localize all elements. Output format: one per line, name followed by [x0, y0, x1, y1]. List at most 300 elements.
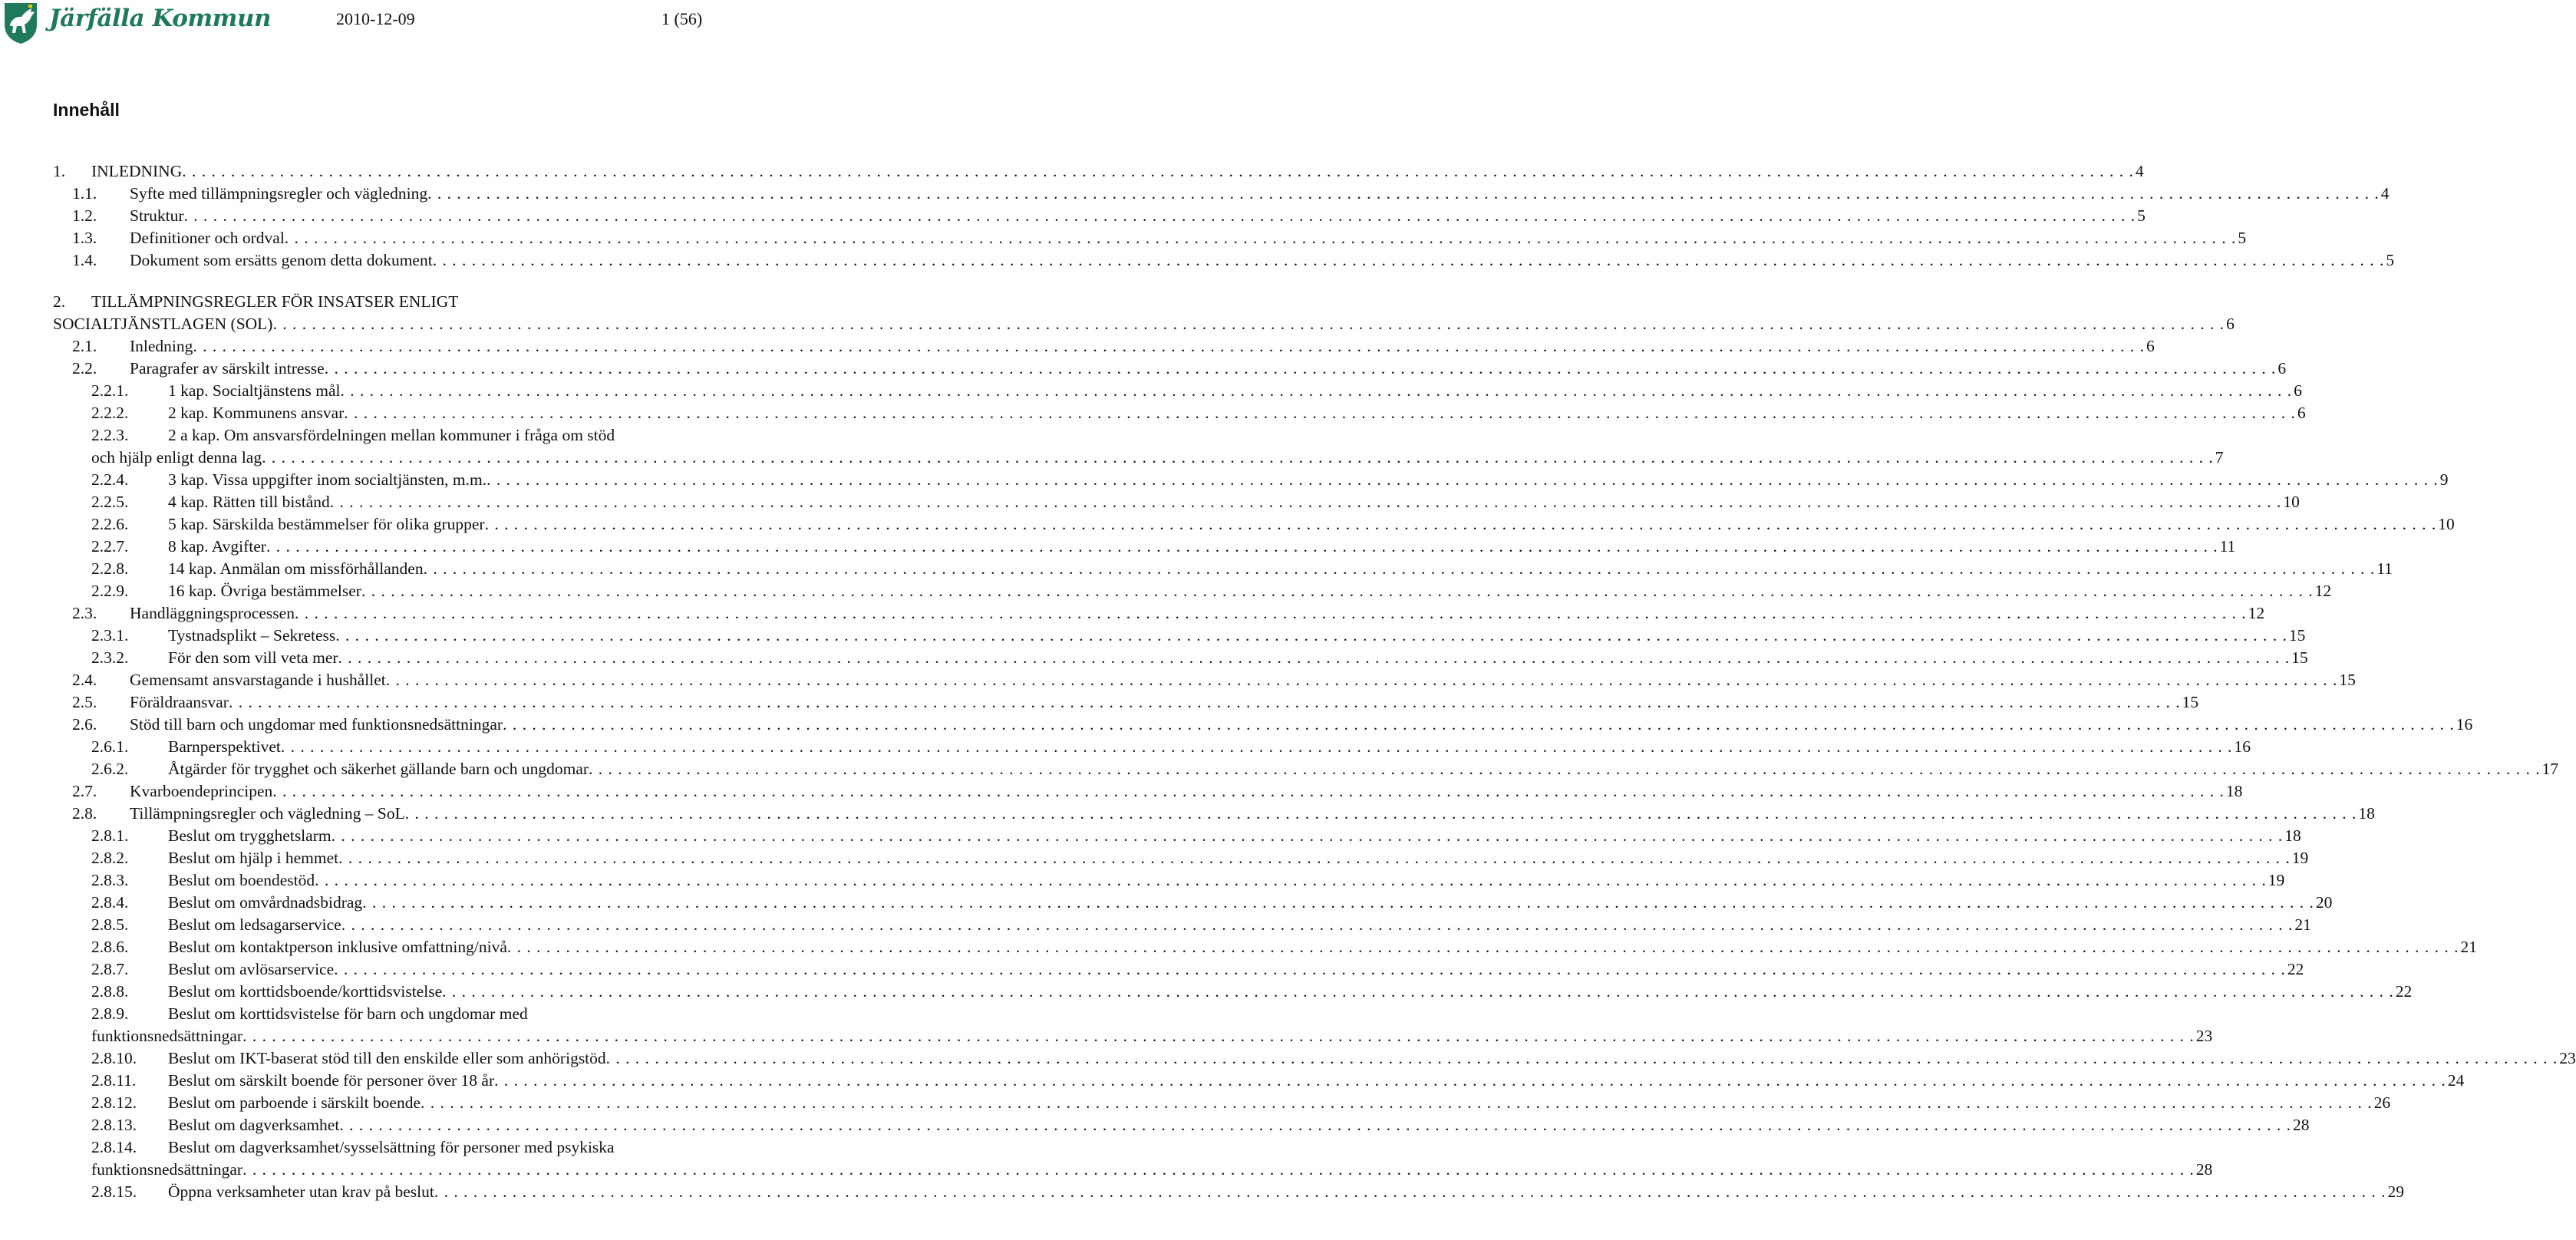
toc-entry-title: Kvarboendeprincipen: [130, 782, 273, 800]
toc-entry-leader-line: [168, 936, 2478, 958]
toc-entry-line: [0, 958, 2304, 981]
toc-entry-line: [0, 892, 2333, 914]
toc-entry-page: 10: [2283, 493, 2300, 511]
toc-entry-title: Definitioner och ordval: [130, 229, 285, 247]
toc-entry-title: 2 a kap. Om ansvarsfördelningen mellan kommuner i fråga om stöd: [168, 426, 615, 444]
toc-entry-number: 2.2.: [72, 359, 97, 378]
toc-entry-title: 1 kap. Socialtjänstens mål: [168, 381, 341, 400]
toc-entry: [0, 736, 2251, 758]
toc-entry: [0, 1136, 2213, 1181]
toc-entry-line: [0, 1136, 737, 1159]
toc-dot-leader: . . . . . . . . . . . . . . . . . . . . . . . . . . . . . . . . . . . . . . . . . . . . . . . . . . . . . . . . . . . . . . . . . . . . . . . . . . . . . . . . . . . . . . . . . . . . . . . . . . . . . . . . . . . . . . . . . . . . . . . . . . . . . . . . . . . . . . . . . . . . . . . . . . . . . . . . . . . . . . . . . . . . . . . . . . . . . . . . . . . . . . . . . . . . . . . . . . . . . . . .: [494, 1071, 2446, 1090]
toc-entry: [0, 1092, 2391, 1114]
toc-entry-leader-line: [168, 402, 2306, 424]
toc-entry-number: 2.8.9.: [91, 1004, 129, 1023]
toc-entry-line: [0, 1070, 2465, 1092]
toc-dot-leader: . . . . . . . . . . . . . . . . . . . . . . . . . . . . . . . . . . . . . . . . . . . . . . . . . . . . . . . . . . . . . . . . . . . . . . . . . . . . . . . . . . . . . . . . . . . . . . . . . . . . . . . . . . . . . . . . . . . . . . . . . . . . . . . . . . . . . . . . . . . . . . . . . . . . . . . . . . . . . . . . . . . . . . . . . . . . . . . . . . . . . . . . . . . . . . . . . . . . . . . .: [362, 893, 2314, 912]
toc-entry-number: 2.5.: [72, 693, 97, 711]
toc-entry-title: Beslut om trygghetslarm: [168, 826, 331, 845]
toc-entry: [0, 249, 2395, 272]
toc-entry-number: 2.3.2.: [91, 648, 129, 667]
toc-entry-line: [0, 625, 2306, 647]
toc-entry-title: Beslut om ledsagarservice: [168, 915, 341, 934]
toc-entry-leader-line: [168, 1114, 2310, 1136]
toc-entry-page: 28: [2292, 1116, 2310, 1134]
toc-entry-title: Tillämpningsregler och vägledning – SoL: [130, 804, 405, 823]
toc-entry-number: 2.8.8.: [91, 982, 129, 1001]
toc-entry-line: [0, 1114, 2310, 1136]
toc-entry-line: [0, 160, 2144, 183]
toc-entry-title: Stöd till barn och ungdomar med funktionsnedsättningar: [130, 715, 503, 734]
toc-entry-title: Inledning: [130, 337, 193, 355]
toc-entry-leader-line: [168, 758, 2559, 780]
toc-dot-leader: . . . . . . . . . . . . . . . . . . . . . . . . . . . . . . . . . . . . . . . . . . . . . . . . . . . . . . . . . . . . . . . . . . . . . . . . . . . . . . . . . . . . . . . . . . . . . . . . . . . . . . . . . . . . . . . . . . . . . . . . . . . . . . . . . . . . . . . . . . . . . . . . . . . . . . . . . . . . . . . . . . . . . . . . . . . . . . . . . . . . . . . . . . . . . . . . . . . . . . . .: [262, 448, 2214, 467]
toc-dot-leader: . . . . . . . . . . . . . . . . . . . . . . . . . . . . . . . . . . . . . . . . . . . . . . . . . . . . . . . . . . . . . . . . . . . . . . . . . . . . . . . . . . . . . . . . . . . . . . . . . . . . . . . . . . . . . . . . . . . . . . . . . . . . . . . . . . . . . . . . . . . . . . . . . . . . . . . . . . . . . . . . . . . . . . . . . . . . . . . . . . . . . . . . . . . . . . . . . . . . . . . .: [335, 626, 2287, 645]
toc-dot-leader: . . . . . . . . . . . . . . . . . . . . . . . . . . . . . . . . . . . . . . . . . . . . . . . . . . . . . . . . . . . . . . . . . . . . . . . . . . . . . . . . . . . . . . . . . . . . . . . . . . . . . . . . . . . . . . . . . . . . . . . . . . . . . . . . . . . . . . . . . . . . . . . . . . . . . . . . . . . . . . . . . . . . . . . . . . . . . . . . . . . . . . . . . . . . . . . . . . . . . . . .: [432, 251, 2385, 269]
toc-dot-leader: . . . . . . . . . . . . . . . . . . . . . . . . . . . . . . . . . . . . . . . . . . . . . . . . . . . . . . . . . . . . . . . . . . . . . . . . . . . . . . . . . . . . . . . . . . . . . . . . . . . . . . . . . . . . . . . . . . . . . . . . . . . . . . . . . . . . . . . . . . . . . . . . . . . . . . . . . . . . . . . . . . . . . . . . . . . . . . . . . . . . . . . . . . . . . . . . . . . . . . . .: [589, 760, 2541, 778]
toc-entry-leader-line: [168, 847, 2309, 869]
toc-entry: [0, 869, 2285, 892]
toc-entry-title: Beslut om IKT-baserat stöd till den enskilde eller som anhörigstöd: [168, 1049, 606, 1067]
toc-entry: [0, 758, 2559, 780]
toc-entry: [0, 691, 2199, 714]
toc-entry-number: 2.8.3.: [91, 871, 129, 889]
toc-dot-leader: . . . . . . . . . . . . . . . . . . . . . . . . . . . . . . . . . . . . . . . . . . . . . . . . . . . . . . . . . . . . . . . . . . . . . . . . . . . . . . . . . . . . . . . . . . . . . . . . . . . . . . . . . . . . . . . . . . . . . . . . . . . . . . . . . . . . . . . . . . . . . . . . . . . . . . . . . . . . . . . . . . . . . . . . . . . . . . . . . . . . . . . . . . . . . . . . . . . . . . . .: [484, 515, 2437, 533]
toc-entry-line: [0, 536, 2236, 558]
toc-dot-leader: . . . . . . . . . . . . . . . . . . . . . . . . . . . . . . . . . . . . . . . . . . . . . . . . . . . . . . . . . . . . . . . . . . . . . . . . . . . . . . . . . . . . . . . . . . . . . . . . . . . . . . . . . . . . . . . . . . . . . . . . . . . . . . . . . . . . . . . . . . . . . . . . . . . . . . . . . . . . . . . . . . . . . . . . . . . . . . . . . . . . . . . . . . . . . . . . . . . . . . . .: [228, 693, 2181, 711]
toc-entry-page: 26: [2373, 1093, 2391, 1112]
toc-entry: [0, 291, 2235, 335]
toc-entry-page: 6: [2294, 381, 2302, 400]
toc-entry-leader-line: [53, 313, 2235, 335]
toc-dot-leader: . . . . . . . . . . . . . . . . . . . . . . . . . . . . . . . . . . . . . . . . . . . . . . . . . . . . . . . . . . . . . . . . . . . . . . . . . . . . . . . . . . . . . . . . . . . . . . . . . . . . . . . . . . . . . . . . . . . . . . . . . . . . . . . . . . . . . . . . . . . . . . . . . . . . . . . . . . . . . . . . . . . . . . . . . . . . . . . . . . . . . . . . . . . . . . . . . . . . . . . .: [427, 184, 2380, 203]
toc-dot-leader: . . . . . . . . . . . . . . . . . . . . . . . . . . . . . . . . . . . . . . . . . . . . . . . . . . . . . . . . . . . . . . . . . . . . . . . . . . . . . . . . . . . . . . . . . . . . . . . . . . . . . . . . . . . . . . . . . . . . . . . . . . . . . . . . . . . . . . . . . . . . . . . . . . . . . . . . . . . . . . . . . . . . . . . . . . . . . . . . . . . . . . . . . . . . . . . . . . . . . . . .: [272, 782, 2225, 800]
toc-entry-page: 16: [2456, 715, 2473, 734]
toc-entry: [0, 335, 2155, 358]
toc-dot-leader: . . . . . . . . . . . . . . . . . . . . . . . . . . . . . . . . . . . . . . . . . . . . . . . . . . . . . . . . . . . . . . . . . . . . . . . . . . . . . . . . . . . . . . . . . . . . . . . . . . . . . . . . . . . . . . . . . . . . . . . . . . . . . . . . . . . . . . . . . . . . . . . . . . . . . . . . . . . . . . . . . . . . . . . . . . . . . . . . . . . . . . . . . . . . . . . . . . . . . . . .: [284, 229, 2237, 247]
toc-entry-number: 2.2.7.: [91, 537, 129, 556]
toc-entry-leader-line: [130, 691, 2199, 714]
toc-entry-page: 6: [2278, 359, 2287, 378]
toc-entry-line: [0, 227, 2247, 249]
toc-entry-line: [0, 205, 2146, 227]
toc-entry-leader-line: [130, 183, 2390, 205]
toc-dot-leader: . . . . . . . . . . . . . . . . . . . . . . . . . . . . . . . . . . . . . . . . . . . . . . . . . . . . . . . . . . . . . . . . . . . . . . . . . . . . . . . . . . . . . . . . . . . . . . . . . . . . . . . . . . . . . . . . . . . . . . . . . . . . . . . . . . . . . . . . . . . . . . . . . . . . . . . . . . . . . . . . . . . . . . . . . . . . . . . . . . . . . . . . . . . . . . . . . . . . . . . .: [340, 381, 2293, 400]
toc-entry-number: 2.8.7.: [91, 960, 129, 978]
toc-entry: [0, 1070, 2465, 1092]
toc-entry-number: 2.8.5.: [91, 915, 129, 934]
toc-entry-number: 2.2.4.: [91, 470, 129, 489]
toc-entry-page: 22: [2287, 960, 2304, 978]
toc-entry-leader-line: [168, 981, 2413, 1003]
toc-entry-leader-line: [130, 358, 2287, 380]
toc-entry-leader-line: [130, 205, 2146, 227]
toc-entry-number: 2.3.: [72, 604, 97, 622]
toc-entry-line: [0, 491, 2300, 513]
toc-entry-line: [0, 1025, 2213, 1047]
toc-entry-number: 2.6.2.: [91, 760, 129, 778]
toc-entry-page: 10: [2438, 515, 2455, 533]
toc-entry-page: 24: [2447, 1071, 2465, 1090]
toc-entry-number: 1.: [53, 162, 66, 180]
toc-entry-page: 12: [2314, 582, 2332, 600]
toc-entry-number: 1.4.: [72, 251, 97, 269]
toc-dot-leader: . . . . . . . . . . . . . . . . . . . . . . . . . . . . . . . . . . . . . . . . . . . . . . . . . . . . . . . . . . . . . . . . . . . . . . . . . . . . . . . . . . . . . . . . . . . . . . . . . . . . . . . . . . . . . . . . . . . . . . . . . . . . . . . . . . . . . . . . . . . . . . . . . . . . . . . . . . . . . . . . . . . . . . . . . . . . . . . . . . . . . . . . . . . . . . . . . . . . . . . .: [183, 206, 2136, 225]
toc-entry: [0, 669, 2356, 691]
toc-entry-title: Beslut om hjälp i hemmet: [168, 849, 339, 867]
toc-entry-number: 2.8.: [72, 804, 97, 823]
toc-entry: [0, 803, 2375, 825]
toc-entry: [0, 780, 2243, 803]
toc-entry-leader-line: [168, 1070, 2465, 1092]
toc-dot-leader: . . . . . . . . . . . . . . . . . . . . . . . . . . . . . . . . . . . . . . . . . . . . . . . . . . . . . . . . . . . . . . . . . . . . . . . . . . . . . . . . . . . . . . . . . . . . . . . . . . . . . . . . . . . . . . . . . . . . . . . . . . . . . . . . . . . . . . . . . . . . . . . . . . . . . . . . . . . . . . . . . . . . . . . . . . . . . . . . . . . . . . . . . . . . . . . . . . . . . . . .: [329, 493, 2282, 511]
toc-dot-leader: . . . . . . . . . . . . . . . . . . . . . . . . . . . . . . . . . . . . . . . . . . . . . . . . . . . . . . . . . . . . . . . . . . . . . . . . . . . . . . . . . . . . . . . . . . . . . . . . . . . . . . . . . . . . . . . . . . . . . . . . . . . . . . . . . . . . . . . . . . . . . . . . . . . . . . . . . . . . . . . . . . . . . . . . . . . . . . . . . . . . . . . . . . . . . . . . . . . . . . . .: [193, 337, 2146, 355]
toc-entry-title: Beslut om dagverksamhet/sysselsättning för personer med psykiska: [168, 1138, 615, 1156]
toc-entry-page: 15: [2182, 693, 2199, 711]
toc-entry-page: 6: [2146, 337, 2155, 355]
toc-entry-title: Paragrafer av särskilt intresse: [130, 359, 325, 378]
toc-entry-title: Öppna verksamheter utan krav på beslut: [168, 1182, 434, 1201]
toc-entry-page: 15: [2288, 626, 2306, 645]
toc-entry-leader-line: [130, 669, 2356, 691]
toc-entry-line: [0, 558, 2393, 580]
toc-entry: [0, 491, 2300, 513]
toc-entry-line: [0, 825, 2301, 847]
toc-entry: [0, 981, 2413, 1003]
toc-entry-title: Tystnadsplikt – Sekretess: [168, 626, 336, 645]
toc-dot-leader: . . . . . . . . . . . . . . . . . . . . . . . . . . . . . . . . . . . . . . . . . . . . . . . . . . . . . . . . . . . . . . . . . . . . . . . . . . . . . . . . . . . . . . . . . . . . . . . . . . . . . . . . . . . . . . . . . . . . . . . . . . . . . . . . . . . . . . . . . . . . . . . . . . . . . . . . . . . . . . . . . . . . . . . . . . . . . . . . . . . . . . . . . . . . . . . . . . . . . . . .: [338, 648, 2291, 667]
toc-dot-leader: . . . . . . . . . . . . . . . . . . . . . . . . . . . . . . . . . . . . . . . . . . . . . . . . . . . . . . . . . . . . . . . . . . . . . . . . . . . . . . . . . . . . . . . . . . . . . . . . . . . . . . . . . . . . . . . . . . . . . . . . . . . . . . . . . . . . . . . . . . . . . . . . . . . . . . . . . . . . . . . . . . . . . . . . . . . . . . . . . . . . . . . . . . . . . . . . . . . . . . . .: [487, 470, 2439, 489]
toc-entry-leader-line: [130, 803, 2375, 825]
toc-entry-leader-line: [91, 447, 2224, 469]
toc-entry-line: [0, 249, 2395, 272]
toc-entry-number: 2.8.11.: [91, 1071, 137, 1090]
toc-entry: [0, 536, 2236, 558]
toc-dot-leader: . . . . . . . . . . . . . . . . . . . . . . . . . . . . . . . . . . . . . . . . . . . . . . . . . . . . . . . . . . . . . . . . . . . . . . . . . . . . . . . . . . . . . . . . . . . . . . . . . . . . . . . . . . . . . . . . . . . . . . . . . . . . . . . . . . . . . . . . . . . . . . . . . . . . . . . . . . . . . . . . . . . . . . . . . . . . . . . . . . . . . . . . . . . . . . . . . . . . . . . .: [315, 871, 2267, 889]
toc-entry-title: funktionsnedsättningar: [91, 1027, 243, 1045]
toc-entry-title: 5 kap. Särskilda bestämmelser för olika grupper: [168, 515, 485, 533]
toc-entry-title: 2 kap. Kommunens ansvar: [168, 404, 345, 422]
toc-dot-leader: . . . . . . . . . . . . . . . . . . . . . . . . . . . . . . . . . . . . . . . . . . . . . . . . . . . . . . . . . . . . . . . . . . . . . . . . . . . . . . . . . . . . . . . . . . . . . . . . . . . . . . . . . . . . . . . . . . . . . . . . . . . . . . . . . . . . . . . . . . . . . . . . . . . . . . . . . . . . . . . . . . . . . . . . . . . . . . . . . . . . . . . . . . . . . . . . . . . . . . . .: [605, 1049, 2558, 1067]
toc-entry-title: 16 kap. Övriga bestämmelser: [168, 582, 361, 600]
toc-entry-page: 21: [2460, 938, 2478, 956]
toc-entry-page: 5: [2238, 229, 2247, 247]
toc-entry-number: 2.2.9.: [91, 582, 129, 600]
toc-entry-line: [0, 1092, 2391, 1114]
toc-entry-line: [0, 1181, 2404, 1203]
toc-entry-number: 2.2.3.: [91, 426, 129, 444]
toc-entry-page: 5: [2137, 206, 2146, 225]
toc-entry-number: 1.2.: [72, 206, 97, 225]
toc-entry: [0, 847, 2309, 869]
toc-entry-page: 11: [2376, 559, 2393, 578]
toc-entry-leader-line: [168, 380, 2302, 402]
toc-entry: [0, 647, 2308, 669]
toc-entry-page: 17: [2541, 760, 2559, 778]
toc-entry-leader-line: [168, 892, 2333, 914]
toc-dot-leader: . . . . . . . . . . . . . . . . . . . . . . . . . . . . . . . . . . . . . . . . . . . . . . . . . . . . . . . . . . . . . . . . . . . . . . . . . . . . . . . . . . . . . . . . . . . . . . . . . . . . . . . . . . . . . . . . . . . . . . . . . . . . . . . . . . . . . . . . . . . . . . . . . . . . . . . . . . . . . . . . . . . . . . . . . . . . . . . . . . . . . . . . . . . . . . . . . . . . . . . .: [339, 1116, 2291, 1134]
toc-entry-leader-line: [168, 625, 2306, 647]
toc-entry-page: 4: [2380, 184, 2390, 203]
toc-entry: [0, 402, 2306, 424]
toc-dot-leader: . . . . . . . . . . . . . . . . . . . . . . . . . . . . . . . . . . . . . . . . . . . . . . . . . . . . . . . . . . . . . . . . . . . . . . . . . . . . . . . . . . . . . . . . . . . . . . . . . . . . . . . . . . . . . . . . . . . . . . . . . . . . . . . . . . . . . . . . . . . . . . . . . . . . . . . . . . . . . . . . . . . . . . . . . . . . . . . . . . . . . . . . . . . . . . . . . . . . . . . .: [421, 1093, 2373, 1112]
toc-entry-number: 2.8.6.: [91, 938, 129, 956]
toc-entry-title: Beslut om boendestöd: [168, 871, 315, 889]
toc-entry-title: Beslut om kontaktperson inklusive omfattning/nivå: [168, 938, 507, 956]
municipality-name-logo-text: Järfälla Kommun: [49, 5, 272, 32]
toc-entry-leader-line: [168, 1047, 2576, 1070]
toc-entry-line: [0, 313, 2235, 335]
toc-entry-title: Beslut om korttidsvistelse för barn och ungdomar med: [168, 1004, 528, 1023]
toc-entry-page: 23: [2559, 1049, 2576, 1067]
toc-entry-line: [0, 758, 2559, 780]
toc-entry-leader-line: [130, 249, 2395, 272]
toc-entry-line: [0, 602, 2265, 625]
toc-dot-leader: . . . . . . . . . . . . . . . . . . . . . . . . . . . . . . . . . . . . . . . . . . . . . . . . . . . . . . . . . . . . . . . . . . . . . . . . . . . . . . . . . . . . . . . . . . . . . . . . . . . . . . . . . . . . . . . . . . . . . . . . . . . . . . . . . . . . . . . . . . . . . . . . . . . . . . . . . . . . . . . . . . . . . . . . . . . . . . . . . . . . . . . . . . . . . . . . . . . . . . . .: [324, 359, 2277, 378]
toc-entry-leader-line: [168, 558, 2393, 580]
toc-entry-line: [0, 1047, 2576, 1070]
toc-entry-title: Beslut om korttidsboende/korttidsvistelse: [168, 982, 443, 1001]
toc-entry-title: Beslut om särskilt boende för personer över 18 år: [168, 1071, 495, 1090]
toc-entry: [0, 513, 2455, 536]
toc-dot-leader: . . . . . . . . . . . . . . . . . . . . . . . . . . . . . . . . . . . . . . . . . . . . . . . . . . . . . . . . . . . . . . . . . . . . . . . . . . . . . . . . . . . . . . . . . . . . . . . . . . . . . . . . . . . . . . . . . . . . . . . . . . . . . . . . . . . . . . . . . . . . . . . . . . . . . . . . . . . . . . . . . . . . . . . . . . . . . . . . . . . . . . . . . . . . . . . . . . . . . . . .: [294, 604, 2247, 622]
toc-entry-page: 18: [2225, 782, 2243, 800]
toc-entry-page: 5: [2386, 251, 2395, 269]
toc-dot-leader: . . . . . . . . . . . . . . . . . . . . . . . . . . . . . . . . . . . . . . . . . . . . . . . . . . . . . . . . . . . . . . . . . . . . . . . . . . . . . . . . . . . . . . . . . . . . . . . . . . . . . . . . . . . . . . . . . . . . . . . . . . . . . . . . . . . . . . . . . . . . . . . . . . . . . . . . . . . . . . . . . . . . . . . . . . . . . . . . . . . . . . . . . . . . . . . . . . . . . . . .: [361, 582, 2314, 600]
toc-dot-leader: . . . . . . . . . . . . . . . . . . . . . . . . . . . . . . . . . . . . . . . . . . . . . . . . . . . . . . . . . . . . . . . . . . . . . . . . . . . . . . . . . . . . . . . . . . . . . . . . . . . . . . . . . . . . . . . . . . . . . . . . . . . . . . . . . . . . . . . . . . . . . . . . . . . . . . . . . . . . . . . . . . . . . . . . . . . . . . . . . . . . . . . . . . . . . . . . . . . . . . . .: [434, 1182, 2386, 1201]
toc-entry-page: 12: [2248, 604, 2265, 622]
toc-entry-line: [0, 424, 737, 447]
toc-entry-number: 2.8.13.: [91, 1116, 137, 1134]
toc-entry: [0, 1114, 2310, 1136]
toc-entry-number: 2.8.12.: [91, 1093, 137, 1112]
toc-entry-line: [0, 447, 2224, 469]
toc-entry: [0, 205, 2146, 227]
toc-entry-title: Åtgärder för trygghet och säkerhet gällande barn och ungdomar: [168, 760, 589, 778]
toc-entry-line: [0, 513, 2455, 536]
toc-entry-leader-line: [168, 736, 2251, 758]
toc-entry-leader-line: [168, 647, 2308, 669]
toc-entry: [0, 914, 2311, 936]
toc-entry-number: 2.8.14.: [91, 1138, 137, 1156]
toc-entry-leader-line: [168, 958, 2304, 981]
toc-entry-line: [0, 1159, 2213, 1181]
toc-entry-line: [0, 647, 2308, 669]
toc-entry: [0, 714, 2473, 736]
toc-entry-page: 6: [2297, 404, 2306, 422]
toc-entry: [0, 380, 2302, 402]
toc-entry-number: 2.6.: [72, 715, 97, 734]
toc-heading: Innehåll: [53, 100, 120, 120]
toc-entry-number: 2.8.2.: [91, 849, 129, 867]
toc-entry-title: Beslut om parboende i särskilt boende: [168, 1093, 421, 1112]
toc-entry-page: 15: [2291, 648, 2308, 667]
toc-entry-title: Dokument som ersätts genom detta dokument: [130, 251, 433, 269]
toc-entry-title: INLEDNING: [91, 162, 183, 180]
toc-entry: [0, 1003, 2213, 1047]
toc-entry-line: [0, 714, 2473, 736]
toc-entry-number: 2.8.1.: [91, 826, 129, 845]
toc-entry-number: 2.4.: [72, 671, 97, 689]
toc-dot-leader: . . . . . . . . . . . . . . . . . . . . . . . . . . . . . . . . . . . . . . . . . . . . . . . . . . . . . . . . . . . . . . . . . . . . . . . . . . . . . . . . . . . . . . . . . . . . . . . . . . . . . . . . . . . . . . . . . . . . . . . . . . . . . . . . . . . . . . . . . . . . . . . . . . . . . . . . . . . . . . . . . . . . . . . . . . . . . . . . . . . . . . . . . . . . . . . . . . . . . . . .: [341, 915, 2294, 934]
toc-entry-number: 2.2.2.: [91, 404, 129, 422]
toc-entry-line: [0, 335, 2155, 358]
toc-dot-leader: . . . . . . . . . . . . . . . . . . . . . . . . . . . . . . . . . . . . . . . . . . . . . . . . . . . . . . . . . . . . . . . . . . . . . . . . . . . . . . . . . . . . . . . . . . . . . . . . . . . . . . . . . . . . . . . . . . . . . . . . . . . . . . . . . . . . . . . . . . . . . . . . . . . . . . . . . . . . . . . . . . . . . . . . . . . . . . . . . . . . . . . . . . . . . . . . . . . . . . . .: [242, 1027, 2195, 1045]
toc-entry-number: 2.3.1.: [91, 626, 129, 645]
toc-entry-number: 2.1.: [72, 337, 97, 355]
toc-entry-leader-line: [130, 602, 2265, 625]
toc-entry-title: Syfte med tillämpningsregler och vägledning: [130, 184, 428, 203]
toc-entry: [0, 183, 2390, 205]
toc-entry-number: 1.1.: [72, 184, 97, 203]
toc-entry-title: funktionsnedsättningar: [91, 1160, 243, 1179]
toc-entry-leader-line: [130, 780, 2243, 803]
toc-entry-leader-line: [91, 160, 2144, 183]
toc-entry-leader-line: [130, 714, 2473, 736]
toc-entry-title: Beslut om dagverksamhet: [168, 1116, 340, 1134]
toc-entry-line: [0, 580, 2332, 602]
toc-dot-leader: . . . . . . . . . . . . . . . . . . . . . . . . . . . . . . . . . . . . . . . . . . . . . . . . . . . . . . . . . . . . . . . . . . . . . . . . . . . . . . . . . . . . . . . . . . . . . . . . . . . . . . . . . . . . . . . . . . . . . . . . . . . . . . . . . . . . . . . . . . . . . . . . . . . . . . . . . . . . . . . . . . . . . . . . . . . . . . . . . . . . . . . . . . . . . . . . . . . . . . . .: [338, 849, 2291, 867]
toc-entry-line: [0, 691, 2199, 714]
toc-dot-leader: . . . . . . . . . . . . . . . . . . . . . . . . . . . . . . . . . . . . . . . . . . . . . . . . . . . . . . . . . . . . . . . . . . . . . . . . . . . . . . . . . . . . . . . . . . . . . . . . . . . . . . . . . . . . . . . . . . . . . . . . . . . . . . . . . . . . . . . . . . . . . . . . . . . . . . . . . . . . . . . . . . . . . . . . . . . . . . . . . . . . . . . . . . . . . . . . . . . . . . . .: [272, 315, 2225, 333]
toc-entry-title: SOCIALTJÄNSTLAGEN (SOL): [53, 315, 273, 333]
toc-dot-leader: . . . . . . . . . . . . . . . . . . . . . . . . . . . . . . . . . . . . . . . . . . . . . . . . . . . . . . . . . . . . . . . . . . . . . . . . . . . . . . . . . . . . . . . . . . . . . . . . . . . . . . . . . . . . . . . . . . . . . . . . . . . . . . . . . . . . . . . . . . . . . . . . . . . . . . . . . . . . . . . . . . . . . . . . . . . . . . . . . . . . . . . . . . . . . . . . . . . . . . . .: [280, 737, 2233, 756]
toc-entry-leader-line: [91, 1159, 2213, 1181]
toc-entry-leader-line: [168, 536, 2236, 558]
toc-entry-page: 23: [2195, 1027, 2213, 1045]
toc-entry: [0, 958, 2304, 981]
toc-entry-number: 2.8.15.: [91, 1182, 137, 1201]
toc-entry-title: 4 kap. Rätten till bistånd: [168, 493, 330, 511]
toc-entry-leader-line: [168, 914, 2311, 936]
toc-entry: [0, 558, 2393, 580]
toc-entry-leader-line: [168, 1092, 2391, 1114]
toc-entry-page: 19: [2291, 849, 2309, 867]
toc-entry-page: 18: [2358, 804, 2375, 823]
toc-entry-number: 2.7.: [72, 782, 97, 800]
toc-entry-line: [0, 914, 2311, 936]
toc-dot-leader: . . . . . . . . . . . . . . . . . . . . . . . . . . . . . . . . . . . . . . . . . . . . . . . . . . . . . . . . . . . . . . . . . . . . . . . . . . . . . . . . . . . . . . . . . . . . . . . . . . . . . . . . . . . . . . . . . . . . . . . . . . . . . . . . . . . . . . . . . . . . . . . . . . . . . . . . . . . . . . . . . . . . . . . . . . . . . . . . . . . . . . . . . . . . . . . . . . . . . . . .: [344, 404, 2296, 422]
toc-dot-leader: . . . . . . . . . . . . . . . . . . . . . . . . . . . . . . . . . . . . . . . . . . . . . . . . . . . . . . . . . . . . . . . . . . . . . . . . . . . . . . . . . . . . . . . . . . . . . . . . . . . . . . . . . . . . . . . . . . . . . . . . . . . . . . . . . . . . . . . . . . . . . . . . . . . . . . . . . . . . . . . . . . . . . . . . . . . . . . . . . . . . . . . . . . . . . . . . . . . . . . . .: [404, 804, 2357, 823]
toc-entry: [0, 1181, 2404, 1203]
toc-dot-leader: . . . . . . . . . . . . . . . . . . . . . . . . . . . . . . . . . . . . . . . . . . . . . . . . . . . . . . . . . . . . . . . . . . . . . . . . . . . . . . . . . . . . . . . . . . . . . . . . . . . . . . . . . . . . . . . . . . . . . . . . . . . . . . . . . . . . . . . . . . . . . . . . . . . . . . . . . . . . . . . . . . . . . . . . . . . . . . . . . . . . . . . . . . . . . . . . . . . . . . . .: [506, 938, 2459, 956]
toc-entry-leader-line: [168, 1181, 2404, 1203]
toc-entry-leader-line: [168, 491, 2300, 513]
toc-dot-leader: . . . . . . . . . . . . . . . . . . . . . . . . . . . . . . . . . . . . . . . . . . . . . . . . . . . . . . . . . . . . . . . . . . . . . . . . . . . . . . . . . . . . . . . . . . . . . . . . . . . . . . . . . . . . . . . . . . . . . . . . . . . . . . . . . . . . . . . . . . . . . . . . . . . . . . . . . . . . . . . . . . . . . . . . . . . . . . . . . . . . . . . . . . . . . . . . . . . . . . . .: [503, 715, 2455, 734]
toc-entry-page: 4: [2135, 162, 2144, 180]
toc-entry-title: TILLÄMPNINGSREGLER FÖR INSATSER ENLIGT: [91, 292, 459, 311]
toc-entry: [0, 580, 2332, 602]
toc-dot-leader: . . . . . . . . . . . . . . . . . . . . . . . . . . . . . . . . . . . . . . . . . . . . . . . . . . . . . . . . . . . . . . . . . . . . . . . . . . . . . . . . . . . . . . . . . . . . . . . . . . . . . . . . . . . . . . . . . . . . . . . . . . . . . . . . . . . . . . . . . . . . . . . . . . . . . . . . . . . . . . . . . . . . . . . . . . . . . . . . . . . . . . . . . . . . . . . . . . . . . . . .: [423, 559, 2376, 578]
toc-entry: [0, 424, 2224, 469]
toc-entry-page: 22: [2395, 982, 2413, 1001]
toc-entry-number: 2.8.10.: [91, 1049, 137, 1067]
toc-dot-leader: . . . . . . . . . . . . . . . . . . . . . . . . . . . . . . . . . . . . . . . . . . . . . . . . . . . . . . . . . . . . . . . . . . . . . . . . . . . . . . . . . . . . . . . . . . . . . . . . . . . . . . . . . . . . . . . . . . . . . . . . . . . . . . . . . . . . . . . . . . . . . . . . . . . . . . . . . . . . . . . . . . . . . . . . . . . . . . . . . . . . . . . . . . . . . . . . . . . . . . . .: [331, 826, 2284, 845]
toc-entry-title: Gemensamt ansvarstagande i hushållet: [130, 671, 386, 689]
toc-entry: [0, 936, 2478, 958]
toc-entry-line: [0, 380, 2302, 402]
toc-entry-number: 2.: [53, 292, 66, 311]
toc-dot-leader: . . . . . . . . . . . . . . . . . . . . . . . . . . . . . . . . . . . . . . . . . . . . . . . . . . . . . . . . . . . . . . . . . . . . . . . . . . . . . . . . . . . . . . . . . . . . . . . . . . . . . . . . . . . . . . . . . . . . . . . . . . . . . . . . . . . . . . . . . . . . . . . . . . . . . . . . . . . . . . . . . . . . . . . . . . . . . . . . . . . . . . . . . . . . . . . . . . . . . . . .: [242, 1160, 2195, 1179]
toc-entry-page: 29: [2387, 1182, 2404, 1201]
toc-entry-title: 3 kap. Vissa uppgifter inom socialtjänsten, m.m.: [168, 470, 487, 489]
toc-entry-title: Beslut om omvårdnadsbidrag: [168, 893, 363, 912]
toc-entry-line: [0, 669, 2356, 691]
toc-entry: [0, 892, 2333, 914]
toc-entry-leader-line: [168, 869, 2285, 892]
toc-entry-number: 2.2.5.: [91, 493, 129, 511]
toc-entry-page: 11: [2219, 537, 2236, 556]
toc-entry-number: 1.3.: [72, 229, 97, 247]
toc-entry: [0, 469, 2449, 491]
toc-entry-line: [0, 981, 2413, 1003]
toc-entry-title: För den som vill veta mer: [168, 648, 338, 667]
toc-entry-line: [0, 291, 737, 313]
toc-entry-line: [0, 847, 2309, 869]
toc-entry-line: [0, 469, 2449, 491]
toc-entry-leader-line: [130, 335, 2155, 358]
toc-entry-line: [0, 736, 2251, 758]
toc-dot-leader: . . . . . . . . . . . . . . . . . . . . . . . . . . . . . . . . . . . . . . . . . . . . . . . . . . . . . . . . . . . . . . . . . . . . . . . . . . . . . . . . . . . . . . . . . . . . . . . . . . . . . . . . . . . . . . . . . . . . . . . . . . . . . . . . . . . . . . . . . . . . . . . . . . . . . . . . . . . . . . . . . . . . . . . . . . . . . . . . . . . . . . . . . . . . . . . . . . . . . . . .: [266, 537, 2218, 556]
toc-entry-title: Struktur: [130, 206, 184, 225]
toc-entry-page: 18: [2284, 826, 2301, 845]
toc-entry-line: [0, 936, 2478, 958]
toc-entry: [0, 625, 2306, 647]
toc-entry-leader-line: [168, 469, 2449, 491]
toc-entry-line: [0, 869, 2285, 892]
toc-entry: [0, 825, 2301, 847]
toc-entry-page: 15: [2339, 671, 2356, 689]
toc-entry-page: 20: [2315, 893, 2333, 912]
toc-entry: [0, 358, 2287, 380]
toc-entry-line: [0, 183, 2390, 205]
toc-entry-line: [0, 780, 2243, 803]
toc-entry-line: [0, 803, 2375, 825]
toc-entry-title: Föräldraansvar: [130, 693, 229, 711]
toc-entry-page: 19: [2268, 871, 2285, 889]
toc-entry-title: Handläggningsprocessen: [130, 604, 295, 622]
toc-entry-leader-line: [130, 227, 2247, 249]
document-date: 2010-12-09: [336, 9, 415, 28]
toc-entry-number: 2.2.8.: [91, 559, 129, 578]
toc-entry-page: 7: [2215, 448, 2224, 467]
toc-entry-page: 6: [2226, 315, 2235, 333]
toc-entry-title: 14 kap. Anmälan om missförhållanden: [168, 559, 424, 578]
toc-entry-page: 28: [2195, 1160, 2213, 1179]
toc-entry-leader-line: [91, 1025, 2213, 1047]
toc-dot-leader: . . . . . . . . . . . . . . . . . . . . . . . . . . . . . . . . . . . . . . . . . . . . . . . . . . . . . . . . . . . . . . . . . . . . . . . . . . . . . . . . . . . . . . . . . . . . . . . . . . . . . . . . . . . . . . . . . . . . . . . . . . . . . . . . . . . . . . . . . . . . . . . . . . . . . . . . . . . . . . . . . . . . . . . . . . . . . . . . . . . . . . . . . . . . . . . . . . . . . . . .: [442, 982, 2394, 1001]
toc-entry-leader-line: [168, 513, 2455, 536]
toc-entry: [0, 1047, 2576, 1070]
toc-entry-title: Beslut om avlösarservice: [168, 960, 335, 978]
toc-entry: [0, 602, 2265, 625]
toc-entry-leader-line: [168, 825, 2301, 847]
toc-entry-line: [0, 358, 2287, 380]
toc-entry-page: 16: [2234, 737, 2251, 756]
toc-dot-leader: . . . . . . . . . . . . . . . . . . . . . . . . . . . . . . . . . . . . . . . . . . . . . . . . . . . . . . . . . . . . . . . . . . . . . . . . . . . . . . . . . . . . . . . . . . . . . . . . . . . . . . . . . . . . . . . . . . . . . . . . . . . . . . . . . . . . . . . . . . . . . . . . . . . . . . . . . . . . . . . . . . . . . . . . . . . . . . . . . . . . . . . . . . . . . . . . . . . . . . . .: [334, 960, 2286, 978]
toc-entry: [0, 160, 2144, 183]
toc-entry-page: 21: [2294, 915, 2311, 934]
toc-entry-page: 9: [2439, 470, 2449, 489]
toc-entry-number: 2.8.4.: [91, 893, 129, 912]
toc-dot-leader: . . . . . . . . . . . . . . . . . . . . . . . . . . . . . . . . . . . . . . . . . . . . . . . . . . . . . . . . . . . . . . . . . . . . . . . . . . . . . . . . . . . . . . . . . . . . . . . . . . . . . . . . . . . . . . . . . . . . . . . . . . . . . . . . . . . . . . . . . . . . . . . . . . . . . . . . . . . . . . . . . . . . . . . . . . . . . . . . . . . . . . . . . . . . . . . . . . . . . . . .: [182, 162, 2134, 180]
toc-entry-number: 2.6.1.: [91, 737, 129, 756]
toc-entry-line: [0, 402, 2306, 424]
toc-entry-number: 2.2.6.: [91, 515, 129, 533]
toc-entry-title: och hjälp enligt denna lag: [91, 448, 262, 467]
page-number: 1 (56): [661, 9, 703, 28]
toc-entry-number: 2.2.1.: [91, 381, 129, 400]
